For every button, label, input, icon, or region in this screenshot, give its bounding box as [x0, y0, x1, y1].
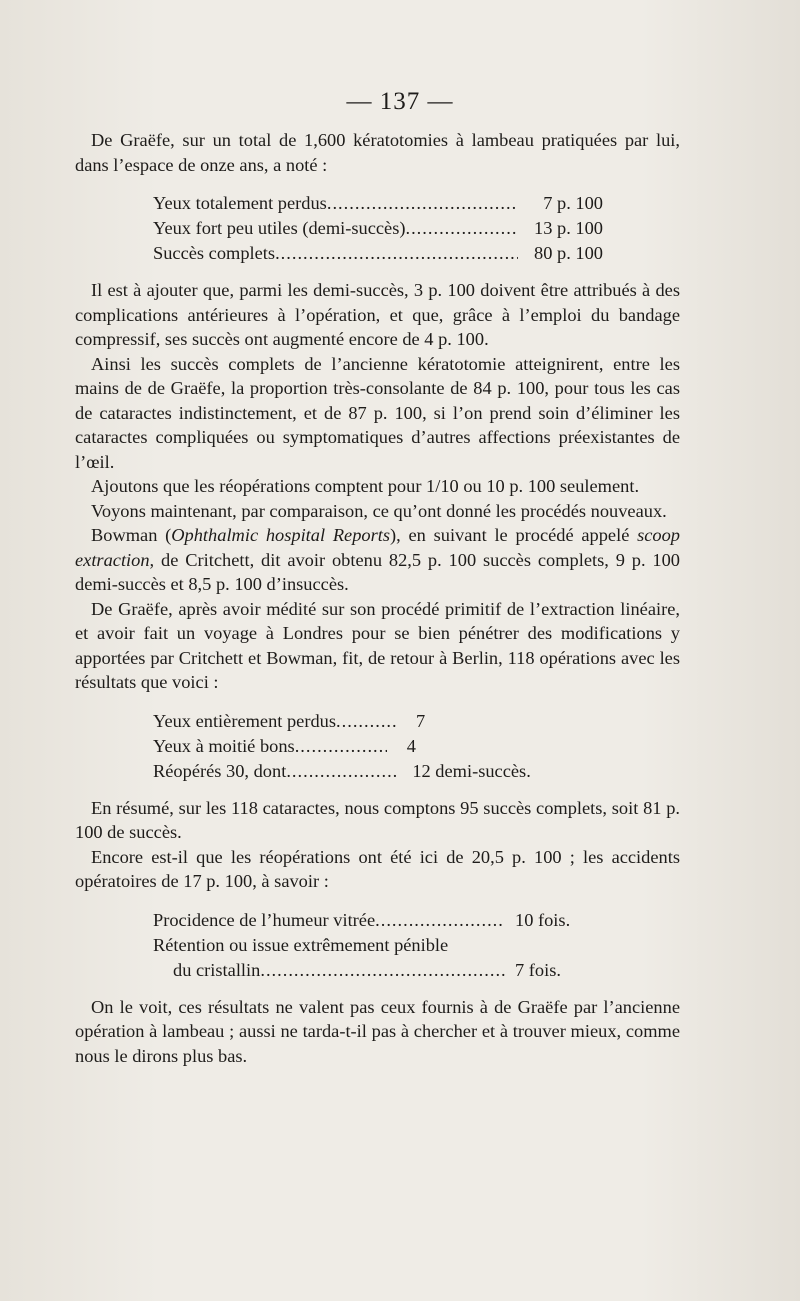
leader-dots — [286, 759, 398, 784]
reports-title: Ophthalmic hospital Reports — [171, 525, 391, 545]
table-row — [153, 709, 603, 734]
table-row — [153, 958, 603, 983]
paragraph-graefe-intro: De Graëfe, sur un total de 1,600 kératotomies à lambeau pratiquées par lui, dans l’espace de onze ans, a noté : — [75, 130, 680, 175]
paragraph-graefe-londres: De Graëfe, après avoir médité sur son procédé primitif de l’extraction linéaire, et avoir fait un voyage à Londres pour se bien pénétrer des modifications y apportées par Critchett et Bowman, fit, de retour à Berlin, 118 opérations avec les résultats que voici : — [75, 598, 680, 692]
table-row — [153, 216, 603, 241]
bowman-text-c: ), en suivant le procédé appelé — [390, 525, 638, 545]
row-label: Succès complets — [153, 243, 276, 263]
paragraph-accidents: Encore est-il que les réopérations ont été ici de 20,5 p. 100 ; les accidents opératoires de 17 p. 100, à savoir : — [75, 846, 680, 891]
row-label: du cristallin — [173, 959, 261, 980]
table-row — [153, 734, 603, 759]
paragraph-ancienne-keratotomie: Ainsi les succès complets de l’ancienne kératotomie atteignirent, entre les mains de de Graëfe, la proportion très-consolante de 84 p. 100, pour tous les cas de cataractes indistinctement, et de 87 p. 100, si l’on prend soin d’éliminer les cataractes compliquées ou symptomatiques d’autres affections préexistantes de l’œil. — [75, 353, 680, 472]
paragraph-demi-succes: Il est à ajouter que, parmi les demi-succès, 3 p. 100 doivent être attribués à des complications antérieures à l’opération, et que, grâce à l’emploi du bandage compressif, ses succès ont augmenté encore de 4 p. 100. — [75, 280, 680, 349]
leader-dots — [375, 908, 505, 933]
row-value: 7 — [416, 710, 426, 731]
row-label: Yeux totalement perdus — [153, 193, 327, 213]
leader-dots — [405, 216, 518, 241]
table-row — [153, 933, 603, 958]
leader-dots — [275, 241, 518, 266]
row-label: Yeux entièrement perdus — [153, 710, 337, 731]
bowman-text-a: Bowman ( — [91, 525, 172, 545]
row-label: Réopérés 30, dont — [153, 760, 287, 781]
leader-dots — [336, 709, 396, 734]
leader-dots — [327, 191, 518, 216]
row-label: Yeux à moitié bons — [153, 735, 295, 756]
row-value: 4 — [406, 735, 416, 756]
row-label: Rétention ou issue extrêmement pénible — [153, 934, 449, 955]
leader-dots — [295, 734, 387, 759]
table-row — [153, 908, 603, 933]
results-table-keratotomy — [153, 191, 603, 266]
results-table-linear-extraction — [153, 709, 603, 784]
scoop-extraction-term: scoop extraction, — [75, 525, 680, 570]
bowman-text-e: de Critchett, dit avoir obtenu 82,5 p. 100 succès complets, 9 p. 100 demi-succès et 8,5 p. 100 d’insuccès. — [75, 549, 680, 594]
page-number: — 137 — — [346, 88, 454, 115]
table-row — [153, 759, 603, 784]
row-value: 7 fois. — [515, 959, 561, 980]
row-value: 12 demi-succès. — [412, 760, 531, 781]
row-value: 13 p. 100 — [534, 218, 603, 238]
paragraph-resume: En résumé, sur les 118 cataractes, nous comptons 95 succès complets, soit 81 p. 100 de succès. — [75, 797, 680, 842]
row-value: 10 fois. — [515, 909, 571, 930]
page-body — [75, 128, 680, 1068]
paragraph-conclusion: On le voit, ces résultats ne valent pas ceux fournis à de Graëfe par l’ancienne opération à lambeau ; aussi ne tarda-t-il pas à chercher et à trouver mieux, comme nous le dirons plus bas. — [75, 996, 680, 1066]
paragraph-bowman — [75, 523, 680, 597]
accidents-table — [153, 908, 603, 983]
leader-dots — [260, 958, 505, 983]
paragraph-procedes-nouveaux: Voyons maintenant, par comparaison, ce qu’ont donné les procédés nouveaux. — [91, 500, 667, 521]
row-value: 7 p. 100 — [543, 193, 603, 213]
table-row — [153, 241, 603, 266]
row-label: Yeux fort peu utiles (demi-succès) — [153, 218, 406, 238]
row-value: 80 p. 100 — [534, 243, 603, 263]
table-row — [153, 191, 603, 216]
paragraph-reoperations: Ajoutons que les réopérations comptent pour 1/10 ou 10 p. 100 seulement. — [91, 476, 640, 496]
row-label: Procidence de l’humeur vitrée — [153, 909, 376, 930]
